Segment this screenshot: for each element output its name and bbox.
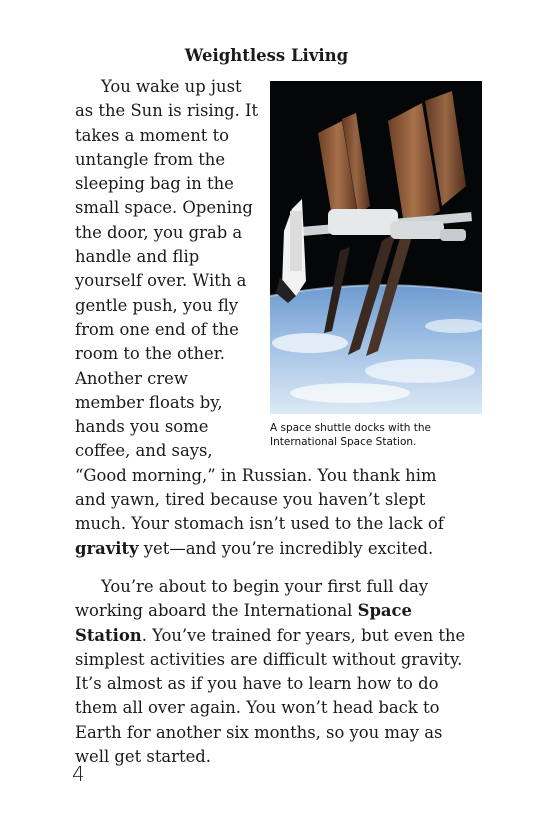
keyword-space-station: Space Station [75,601,412,645]
paragraph-1-after: yet—and you’re incredibly excited. [138,538,434,558]
paragraph-2-after: . You’ve trained for years, but even the simplest activities are difficult without gravity. It’s almost as if you have to learn how to do them all over again. You won’t head back to Earth for another six months, so you may as well get started. [75,625,466,767]
figure [270,81,482,449]
keyword-gravity: gravity [75,538,139,558]
paragraph-1-text: You wake up just as the Sun is rising. It takes a moment to untangle from the sleeping bag in the small space. Opening the door, you grab a handle and flip yourself over. With a gentle push, you fly from one end of the room to the other. Another crew member floats by, hands you some coffee, and says, “Good morning,” in Russian. You thank him and yawn, tired because you haven’t slept much. Your stomach isn’t used to the lack of [75,77,444,534]
paragraph-2-before: You’re about to begin your first full day working aboard the International [75,576,429,621]
page-number: 4 [72,762,85,786]
body-text [75,75,470,769]
figure-caption: A space shuttle docks with the International Space Station. [270,422,431,448]
paragraph-2 [75,575,470,769]
page-heading: Weightless Living [184,46,349,65]
space-station-photo [270,81,482,414]
